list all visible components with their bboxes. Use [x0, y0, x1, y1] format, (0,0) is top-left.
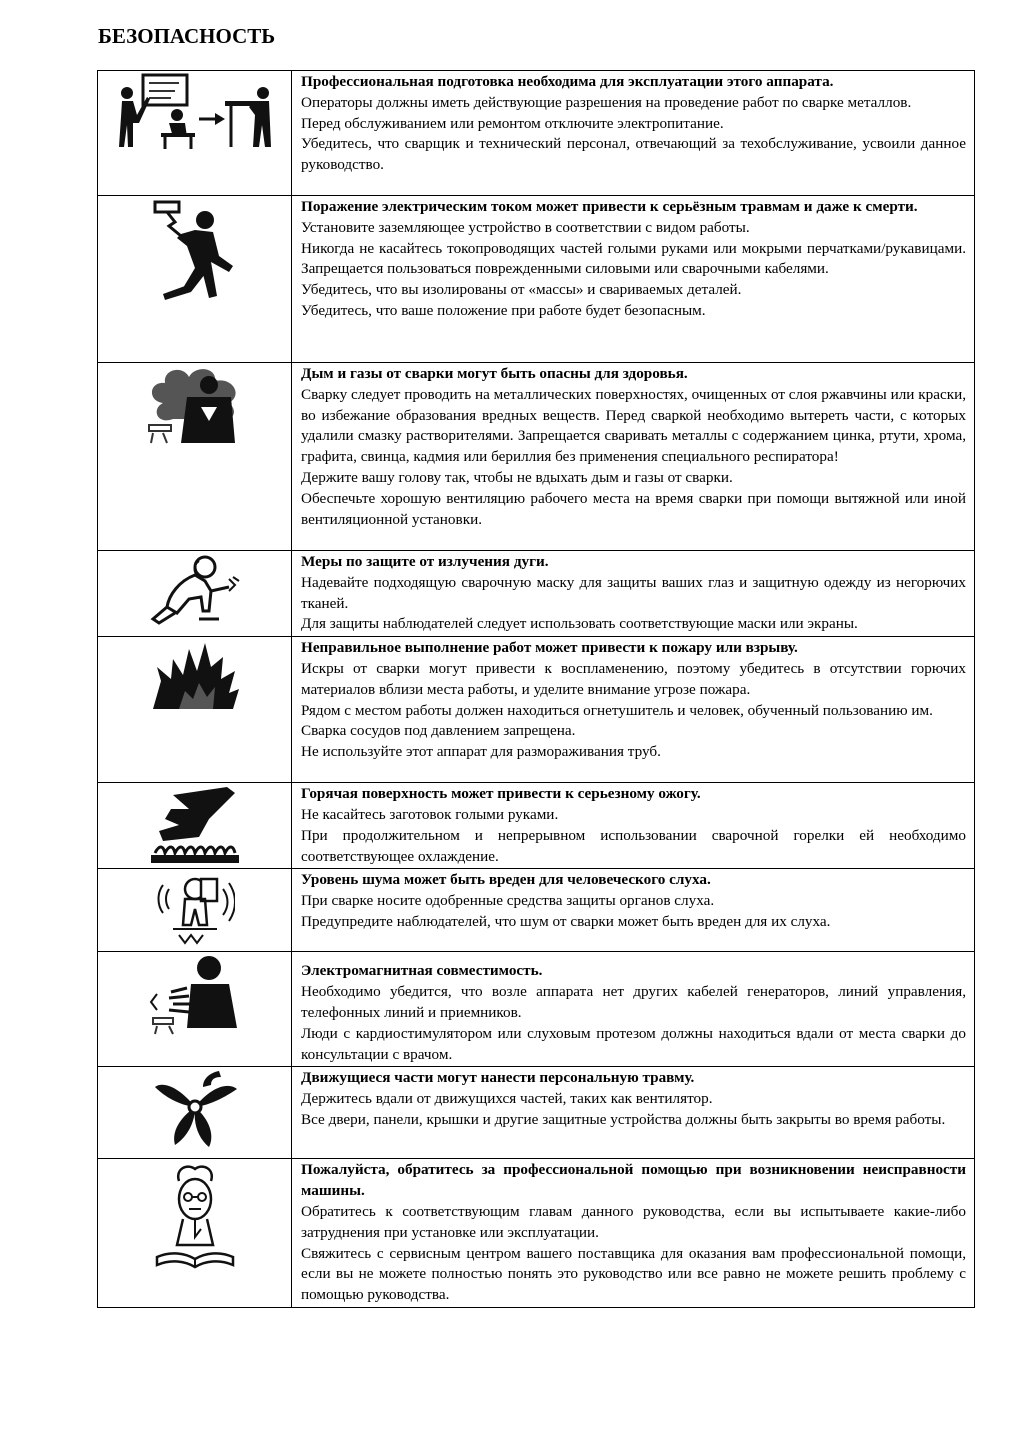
section-line: Не используйте этот аппарат для размораживания труб.	[301, 743, 661, 761]
section-line: Люди с кардиостимулятором или слуховым протезом должны находиться вдали от места сварки до консультации с врачом.	[301, 1024, 966, 1063]
section-line: Не касайтесь заготовок голыми руками.	[301, 805, 559, 823]
section-line: Установите заземляющее устройство в соответствии с видом работы.	[301, 218, 750, 236]
training-icon	[113, 71, 277, 151]
section-heading: Движущиеся части могут нанести персональную травму.	[301, 1069, 695, 1087]
section-line: При сварке носите одобренные средства защиты органов слуха.	[301, 892, 715, 910]
section-line: Убедитесь, что ваше положение при работе будет безопасным.	[301, 301, 706, 319]
section-line: Свяжитесь с сервисным центром вашего поставщика для оказания вам профессиональной помощи, если вы не можете полностью понять это руководство или все равно не можете решить проблему с помощью руководства.	[301, 1244, 966, 1304]
electromagnetic-icon	[147, 952, 243, 1036]
section-line: Надевайте подходящую сварочную маску для защиты ваших глаз и защитную одежду из негорючих тканей.	[301, 573, 966, 612]
page-title: БЕЗОПАСНОСТЬ	[98, 24, 276, 48]
section-heading: Электромагнитная совместимость.	[301, 962, 543, 980]
safety-row-electromagnetic	[98, 952, 975, 1067]
arc-radiation-icon	[149, 551, 241, 627]
section-heading: Пожалуйста, обратитесь за профессиональной помощью при возникновении неисправности машины.	[301, 1161, 966, 1200]
section-line: Предупредите наблюдателей, что шум от сварки может быть вреден для их слуха.	[301, 912, 831, 930]
section-line: Сварка сосудов под давлением запрещена.	[301, 722, 576, 740]
section-line: Обеспечьте хорошую вентиляцию рабочего места на время сварки при помощи вытяжной или иной вентиляционной установки.	[301, 489, 966, 528]
fumes-icon	[143, 363, 247, 449]
section-line: Для защиты наблюдателей следует использовать соответствующие маски или экраны.	[301, 615, 858, 633]
section-heading: Профессиональная подготовка необходима для эксплуатации этого аппарата.	[301, 73, 834, 90]
safety-table	[97, 70, 975, 1308]
safety-row-arc-radiation	[98, 551, 975, 637]
safety-row-electric-shock	[98, 196, 975, 363]
safety-row-hot-surface	[98, 783, 975, 869]
section-line: Убедитесь, что сварщик и технический персонал, отвечающий за техобслуживание, усвоили данное руководство.	[301, 135, 966, 174]
section-line: Обратитесь к соответствующим главам данного руководства, если вы испытываете какие-либо затруднения при установке или эксплуатации.	[301, 1202, 966, 1241]
section-line: Рядом с местом работы должен находиться огнетушитель и человек, обученный пользованию им.	[301, 701, 933, 719]
safety-row-professional-help	[98, 1159, 975, 1308]
section-line: Никогда не касайтесь токопроводящих частей голыми руками или мокрыми перчатками/рукавицами. Запрещается пользоваться поврежденными силовыми или сварочными кабелями.	[301, 239, 966, 278]
hot-surface-icon	[149, 783, 241, 863]
section-line: Держите вашу голову так, чтобы не вдыхать дым и газы от сварки.	[301, 468, 733, 486]
section-line: Держитесь вдали от движущихся частей, таких как вентилятор.	[301, 1090, 713, 1108]
section-heading: Неправильное выполнение работ может привести к пожару или взрыву.	[301, 639, 798, 657]
moving-parts-icon	[149, 1067, 241, 1151]
safety-row-fire	[98, 637, 975, 783]
section-heading: Горячая поверхность может привести к серьезному ожогу.	[301, 785, 701, 803]
section-heading: Меры по защите от излучения дуги.	[301, 553, 549, 570]
safety-row-training	[98, 71, 975, 196]
section-line: Операторы должны иметь действующие разрешения на проведение работ по сварке металлов.	[301, 93, 912, 111]
section-line: Сварку следует проводить на металлических поверхностях, очищенных от слоя ржавчины или краски, во избежание образования вредных веществ. Перед сваркой необходимо вытереть части, с которых удалили смазку растворителями. Запрещается сваривать металлы с содержанием цинка, ртути, хрома, графита, свинца, кадмия или бериллия без применения специального респиратора!	[301, 385, 966, 466]
section-line: При продолжительном и непрерывном использовании сварочной горелки ей необходимо соответствующее охлаждение.	[301, 826, 966, 865]
safety-row-moving-parts	[98, 1067, 975, 1159]
section-line: Перед обслуживанием или ремонтом отключите электропитание.	[301, 114, 724, 132]
section-heading: Поражение электрическим током может привести к серьёзным травмам и даже к смерти.	[301, 198, 918, 215]
section-heading: Дым и газы от сварки могут быть опасны для здоровья.	[301, 365, 688, 382]
safety-row-noise	[98, 869, 975, 952]
section-heading: Уровень шума может быть вреден для человеческого слуха.	[301, 871, 711, 889]
section-line: Искры от сварки могут привести к воспламенению, поэтому убедитесь в отсутствии горючих материалов вблизи места работы, и уделите внимание угрозе пожара.	[301, 659, 966, 698]
section-line: Необходимо убедится, что возле аппарата нет других кабелей генераторов, линий управления, телефонных линий и приемников.	[301, 983, 966, 1021]
fire-icon	[149, 637, 241, 709]
section-line: Все двери, панели, крышки и другие защитные устройства должны быть закрыты во время работы.	[301, 1110, 946, 1128]
professional-help-icon	[153, 1159, 237, 1271]
electric-shock-icon	[147, 196, 243, 308]
safety-row-fumes	[98, 363, 975, 551]
section-line: Убедитесь, что вы изолированы от «массы» и свариваемых деталей.	[301, 281, 742, 299]
noise-icon	[155, 869, 235, 945]
